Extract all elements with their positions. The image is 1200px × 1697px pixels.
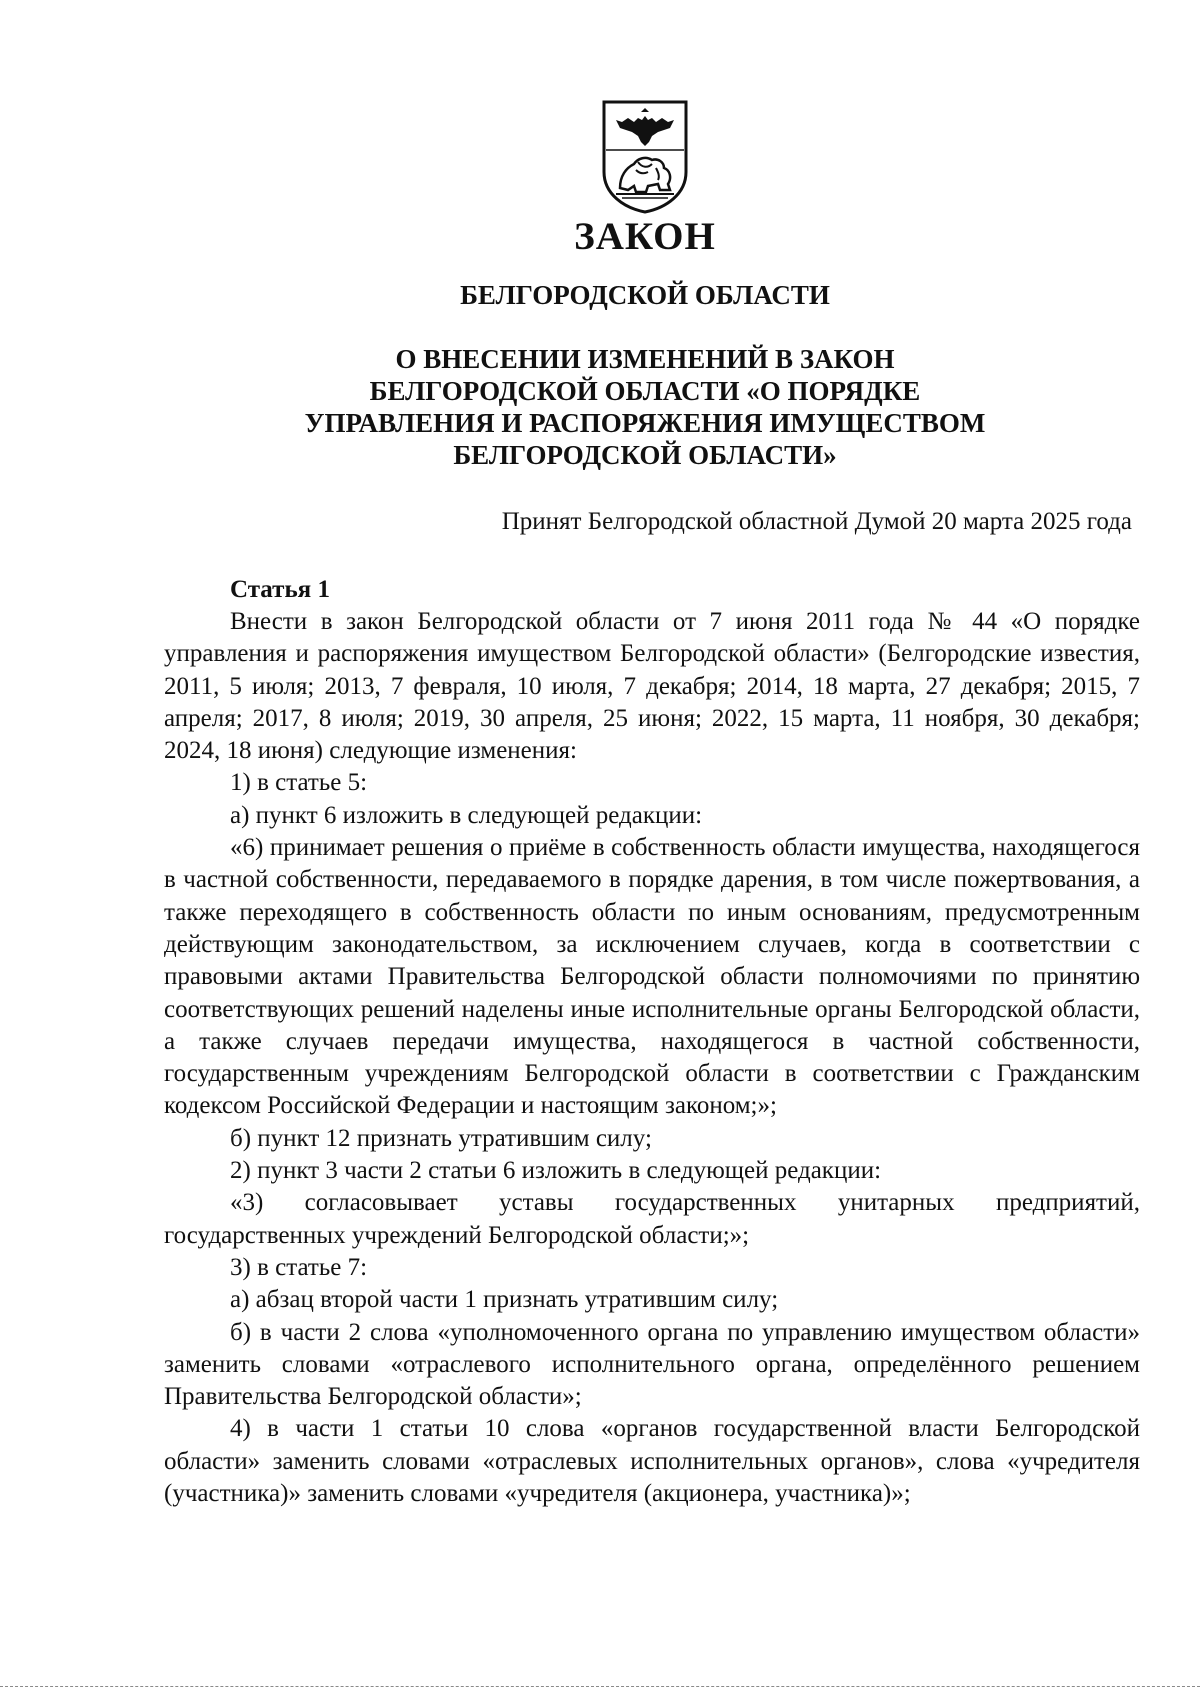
article-body (164, 606, 1140, 1510)
belgorod-coat-of-arms-icon (598, 98, 692, 216)
law-title-line: УПРАВЛЕНИЯ И РАСПОРЯЖЕНИЯ ИМУЩЕСТВОМ (304, 408, 986, 438)
page-bottom-divider (0, 1686, 1200, 1687)
paragraph: 1) в статье 5: (230, 769, 368, 797)
paragraph: а) абзац второй части 1 признать утратившим силу; (230, 1286, 779, 1314)
law-title (45, 343, 1200, 471)
paragraph: 4) в части 1 статьи 10 слова «органов государственной власти Белгородской области» заменить словами «отраслевых исполнительных органов», слова «учредителя (участника)» заменить словами «учредителя (акционера, участника)»; (164, 1415, 1140, 1508)
article-heading: Статья 1 (230, 576, 330, 603)
document-subtitle: БЕЛГОРОДСКОЙ ОБЛАСТИ (460, 280, 830, 310)
law-title-line: О ВНЕСЕНИИ ИЗМЕНЕНИЙ В ЗАКОН (395, 344, 895, 374)
paragraph: б) пункт 12 признать утратившим силу; (230, 1124, 652, 1152)
paragraph: б) в части 2 слова «уполномоченного органа по управлению имуществом области» заменить словами «отраслевого исполнительного органа, определённого решением Правительства Белгородской области»; (164, 1318, 1140, 1411)
paragraph: а) пункт 6 изложить в следующей редакции: (230, 801, 703, 829)
paragraph: 2) пункт 3 части 2 статьи 6 изложить в следующей редакции: (230, 1157, 882, 1185)
paragraph: «3) согласовывает уставы государственных унитарных предприятий, государственных учреждений Белгородской области;»; (164, 1189, 1140, 1249)
adoption-note: Принят Белгородской областной Думой 20 марта 2025 года (501, 508, 1132, 535)
paragraph: Внести в закон Белгородской области от 7 июня 2011 года № 44 «О порядке управления и распоряжения имуществом Белгородской области» (Белгородские известия, 2011, 5 июля; 2013, 7 февраля, 10 июля, 7 декабря; 2014, 18 марта, 27 декабря; 2015, 7 апреля; 2017, 8 июля; 2019, 30 апреля, 25 июня; 2022, 15 марта, 11 ноября, 30 декабря; 2024, 18 июня) следующие изменения: (164, 608, 1140, 765)
paragraph: «6) принимает решения о приёме в собственность области имущества, находящегося в частной собственности, передаваемого в порядке дарения, в том числе пожертвования, а также переходящего в собственность области по иным основаниям, предусмотренным действующим законодательством, за исключением случаев, когда в соответствии с правовыми актами Правительства Белгородской области полномочиями по принятию соответствующих решений наделены иные исполнительные органы Белгородской области, а также случаев передачи имущества, находящегося в частной собственности, государственным учреждениям Белгородской области в соответствии с Гражданским кодексом Российской Федерации и настоящим законом;»; (164, 834, 1140, 1120)
law-title-line: БЕЛГОРОДСКОЙ ОБЛАСТИ «О ПОРЯДКЕ (369, 376, 921, 406)
law-title-line: БЕЛГОРОДСКОЙ ОБЛАСТИ» (453, 440, 837, 470)
paragraph: 3) в статье 7: (230, 1253, 368, 1281)
document-title: ЗАКОН (574, 215, 716, 258)
